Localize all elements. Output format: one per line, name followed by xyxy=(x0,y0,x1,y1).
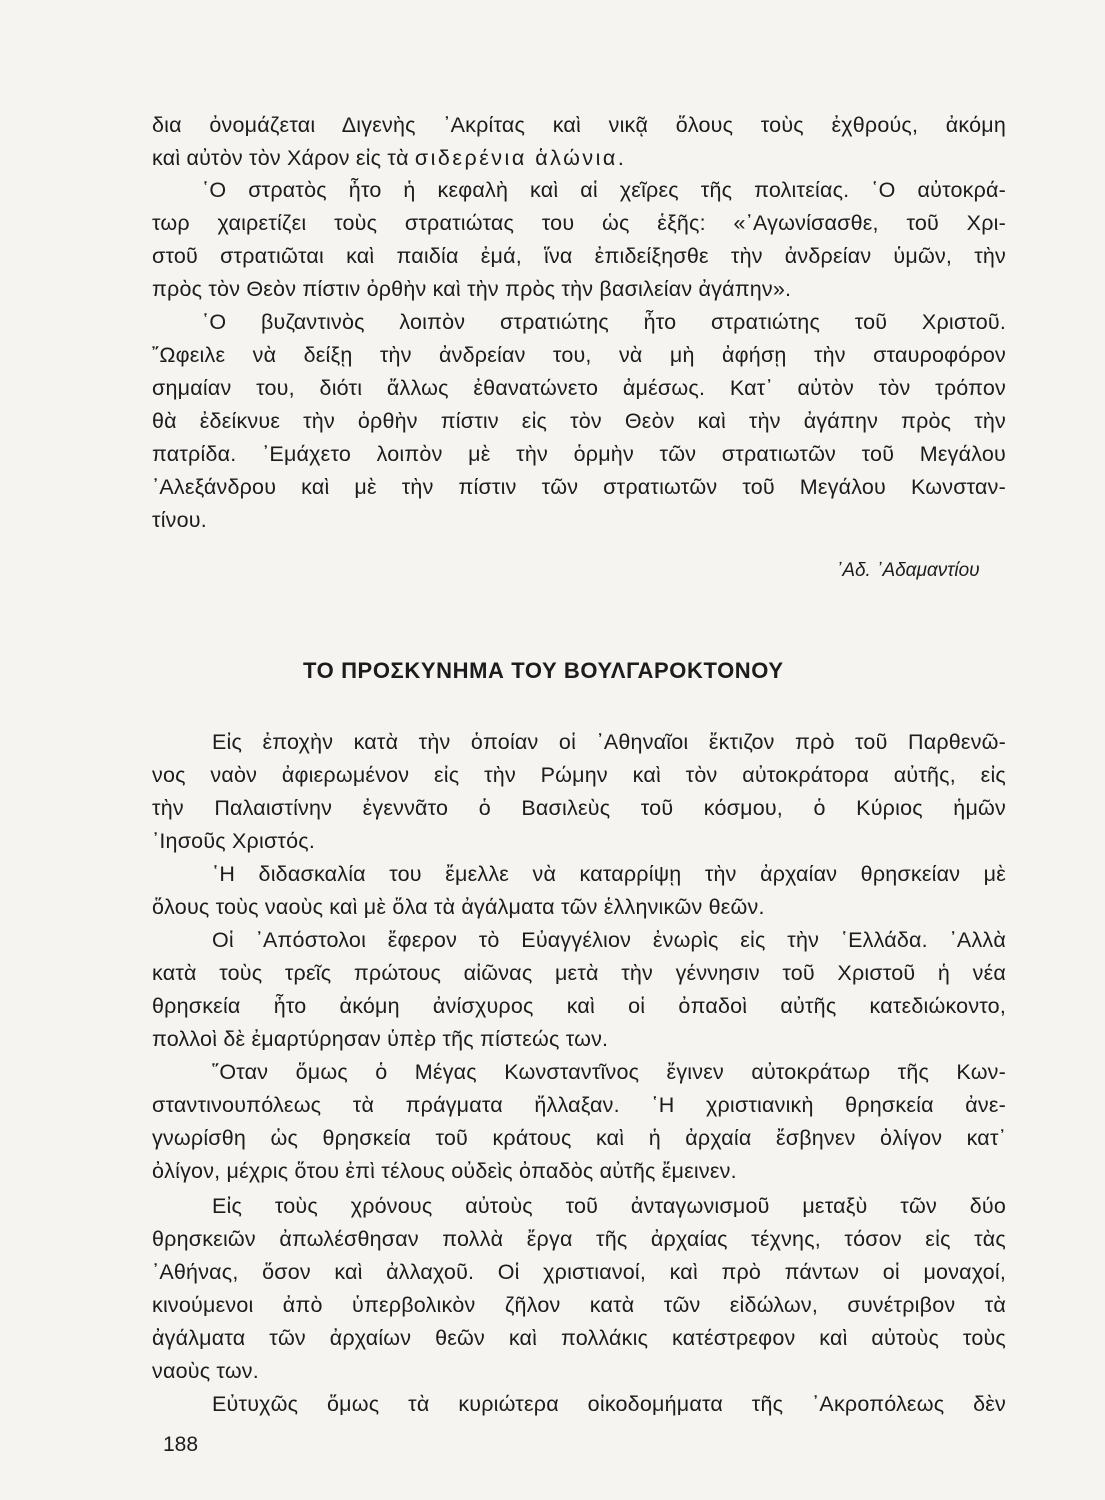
section-heading: ΤΟ ΠΡΟΣΚΥΝΗΜΑ ΤΟΥ ΒΟΥΛΓΑΡΟΚΤΟΝΟΥ xyxy=(303,658,784,683)
text-line: νος ναὸν ἀφιερωμένον εἰς τὴν Ρώμην καὶ τὸν αὐτοκράτορα αὐτῆς, εἰς xyxy=(152,763,1006,787)
text-line: στοῦ στρατιῶται καὶ παιδία ἐμά, ἵνα ἐπιδείξησθε τὴν ἀνδρείαν ὑμῶν, τὴν xyxy=(152,244,1006,268)
text-line: θρησκεία ἦτο ἀκόμη ἀνίσχυρος καὶ οἱ ὀπαδοὶ αὐτῆς κατεδιώκοντο, xyxy=(152,994,1006,1018)
text-line: Εὐτυχῶς ὅμως τὰ κυριώτερα οἰκοδομήματα τῆς ᾿Ακροπόλεως δὲν xyxy=(212,1392,1006,1416)
text-line: τίνου. xyxy=(152,508,207,532)
text-line: κατὰ τοὺς τρεῖς πρώτους αἰῶνας μετὰ τὴν γέννησιν τοῦ Χριστοῦ ἡ νέα xyxy=(152,961,1006,985)
text-line: σημαίαν του, διότι ἄλλως ἐθανατώνετο ἀμέσως. Κατ᾿ αὐτὸν τὸν τρόπον xyxy=(152,376,1006,400)
text-line: ῎Ωφειλε νὰ δείξῃ τὴν ἀνδρείαν του, νὰ μὴ ἀφήσῃ τὴν σταυροφόρον xyxy=(152,343,1006,367)
text-line: πρὸς τὸν Θεὸν πίστιν ὀρθὴν καὶ τὴν πρὸς τὴν βασιλείαν ἀγάπην». xyxy=(152,277,792,301)
text-line: ῾Ο βυζαντινὸς λοιπὸν στρατιώτης ἦτο στρατιώτης τοῦ Χριστοῦ. xyxy=(202,310,1006,334)
text-line: ᾿Ιησοῦς Χριστός. xyxy=(152,829,316,853)
text-line: πολλοὶ δὲ ἐμαρτύρησαν ὑπὲρ τῆς πίστεώς των. xyxy=(152,1027,609,1051)
text-line: Οἱ ᾿Απόστολοι ἔφερον τὸ Εὐαγγέλιον ἐνωρὶς εἰς τὴν ῾Ελλάδα. ᾿Αλλὰ xyxy=(212,928,1006,952)
text-line xyxy=(152,148,626,170)
text-line: θὰ ἐδείκνυε τὴν ὀρθὴν πίστιν εἰς τὸν Θεὸν καὶ τὴν ἀγάπην πρὸς τὴν xyxy=(152,409,1006,433)
text-line: ὀλίγον, μέχρις ὅτου ἐπὶ τέλους οὐδεὶς ὀπαδὸς αὐτῆς ἔμεινεν. xyxy=(152,1159,737,1183)
text-line: γνωρίσθη ὡς θρησκεία τοῦ κράτους καὶ ἡ ἀρχαία ἔσβηνεν ὀλίγον κατ᾿ xyxy=(152,1126,1006,1150)
text-line: ὅλους τοὺς ναοὺς καὶ μὲ ὅλα τὰ ἀγάλματα τῶν ἑλληνικῶν θεῶν. xyxy=(152,895,765,919)
text-line: πατρίδα. ᾿Εμάχετο λοιπὸν μὲ τὴν ὁρμὴν τῶν στρατιωτῶν τοῦ Μεγάλου xyxy=(152,442,1006,466)
page-number: 188 xyxy=(163,1433,199,1456)
text-line: σταντινουπόλεως τὰ πράγματα ἤλλαξαν. ῾Η χριστιανικὴ θρησκεία ἀνε- xyxy=(152,1093,1006,1117)
text-line: Εἰς τοὺς χρόνους αὐτοὺς τοῦ ἀνταγωνισμοῦ μεταξὺ τῶν δύο xyxy=(212,1194,1006,1218)
text-line: ᾿Αλεξάνδρου καὶ μὲ τὴν πίστιν τῶν στρατιωτῶν τοῦ Μεγάλου Κωνσταν- xyxy=(152,475,1006,499)
text-line: ῾Ο στρατὸς ἦτο ἡ κεφαλὴ καὶ αἱ χεῖρες τῆς πολιτείας. ῾Ο αὐτοκρά- xyxy=(202,178,1006,202)
text-line: κινούμενοι ἀπὸ ὑπερβολικὸν ζῆλον κατὰ τῶν εἰδώλων, συνέτριβον τὰ xyxy=(152,1293,1006,1317)
text-line: ναοὺς των. xyxy=(152,1359,259,1383)
text-span-spaced: σιδερένια ἁλώνια. xyxy=(414,146,627,170)
text-line: ῾Η διδασκαλία του ἔμελλε νὰ καταρρίψῃ τὴν ἀρχαίαν θρησκείαν μὲ xyxy=(212,862,1006,886)
text-span: καὶ αὐτὸν τὸν Χάρον εἰς τὰ xyxy=(152,146,409,170)
text-line: τωρ χαιρετίζει τοὺς στρατιώτας του ὡς ἑξῆς: «᾿Αγωνίσασθε, τοῦ Χρι- xyxy=(152,211,1006,235)
text-line: ᾿Αθήνας, ὅσον καὶ ἀλλαχοῦ. Οἱ χριστιανοί, καὶ πρὸ πάντων οἱ μοναχοί, xyxy=(152,1260,1006,1284)
text-line: ῞Οταν ὅμως ὁ Μέγας Κωνσταντῖνος ἔγινεν αὐτοκράτωρ τῆς Κων- xyxy=(212,1060,1006,1084)
text-line: θρησκειῶν ἀπωλέσθησαν πολλὰ ἔργα τῆς ἀρχαίας τέχνης, τόσον εἰς τὰς xyxy=(152,1227,1006,1251)
text-line: ἀγάλματα τῶν ἀρχαίων θεῶν καὶ πολλάκις κατέστρεφον καὶ αὐτοὺς τοὺς xyxy=(152,1326,1006,1350)
text-line: δια ὀνομάζεται Διγενὴς ᾿Ακρίτας καὶ νικᾷ ὅλους τοὺς ἐχθρούς, ἀκόμη xyxy=(152,113,1006,137)
text-line: Εἰς ἐποχὴν κατὰ τὴν ὁποίαν οἱ ᾿Αθηναῖοι ἔκτιζον πρὸ τοῦ Παρθενῶ- xyxy=(212,730,1006,754)
text-line: τὴν Παλαιστίνην ἐγεννᾶτο ὁ Βασιλεὺς τοῦ κόσμου, ὁ Κύριος ἡμῶν xyxy=(152,796,1006,820)
attribution: ᾿Αδ. ᾿Αδαμαντίου xyxy=(836,560,980,581)
